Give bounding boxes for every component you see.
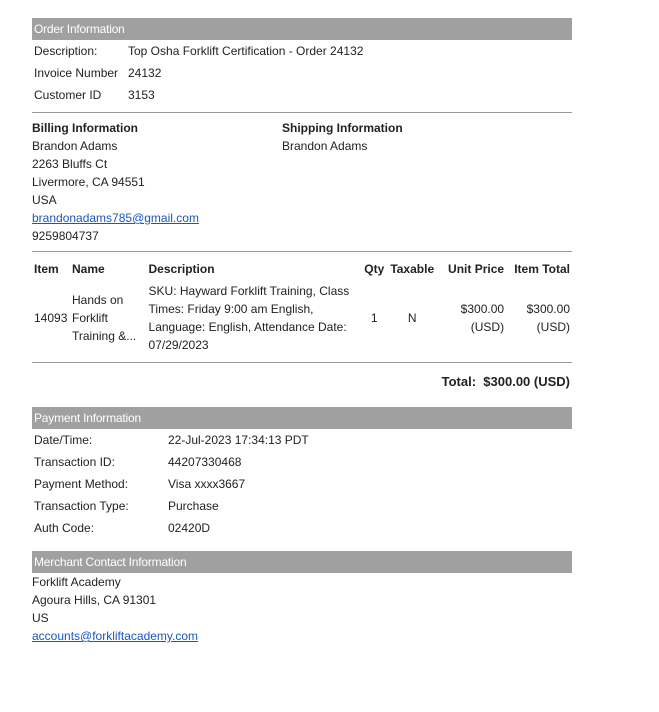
datetime-value: 22-Jul-2023 17:34:13 PDT bbox=[168, 433, 309, 447]
items-table bbox=[32, 258, 572, 356]
item-taxable: N bbox=[407, 311, 417, 325]
merchant-email-link[interactable]: accounts@forkliftacademy.com bbox=[32, 629, 199, 643]
payment-method-row bbox=[32, 473, 572, 495]
payment-datetime-row bbox=[32, 429, 572, 451]
billing-information bbox=[32, 119, 282, 245]
col-taxable: Taxable bbox=[390, 262, 435, 276]
billing-email-link[interactable]: brandonadams785@gmail.com bbox=[32, 211, 199, 225]
datetime-label: Date/Time: bbox=[34, 433, 93, 447]
order-description-label: Description: bbox=[34, 44, 98, 58]
divider bbox=[32, 251, 572, 252]
billing-header: Billing Information bbox=[32, 121, 138, 135]
billing-name: Brandon Adams bbox=[32, 139, 118, 153]
item-qty: 1 bbox=[370, 311, 378, 325]
item-number: 14093 bbox=[34, 311, 68, 325]
billing-city: Livermore, CA 94551 bbox=[32, 175, 145, 189]
total-label: Total: bbox=[441, 374, 477, 389]
shipping-name: Brandon Adams bbox=[282, 139, 368, 153]
item-unit-price: $300.00 (USD) bbox=[460, 302, 505, 334]
col-unit-price: Unit Price bbox=[448, 262, 505, 276]
invoice-number-label: Invoice Number bbox=[34, 66, 119, 80]
col-description: Description bbox=[148, 262, 215, 276]
invoice-number-value: 24132 bbox=[128, 66, 162, 80]
item-total: $300.00 (USD) bbox=[526, 302, 570, 334]
order-total bbox=[32, 363, 572, 401]
address-section bbox=[32, 113, 572, 245]
transaction-id-label: Transaction ID: bbox=[34, 455, 115, 469]
payment-method-label: Payment Method: bbox=[34, 477, 129, 491]
total-value: $300.00 (USD) bbox=[483, 374, 570, 389]
merchant-contact-information bbox=[32, 573, 572, 645]
order-information-header: Order Information bbox=[32, 18, 572, 40]
payment-method-value: Visa xxxx3667 bbox=[168, 477, 246, 491]
transaction-type-label: Transaction Type: bbox=[34, 499, 129, 513]
payment-information-header: Payment Information bbox=[32, 407, 572, 429]
col-qty: Qty bbox=[364, 262, 385, 276]
merchant-city: Agoura Hills, CA 91301 bbox=[32, 593, 157, 607]
merchant-contact-header: Merchant Contact Information bbox=[32, 551, 572, 573]
customer-id-value: 3153 bbox=[128, 88, 155, 102]
auth-code-value: 02420D bbox=[168, 521, 211, 535]
merchant-country: US bbox=[32, 611, 49, 625]
order-description-value: Top Osha Forklift Certification - Order 24132 bbox=[128, 44, 364, 58]
col-item-total: Item Total bbox=[514, 262, 570, 276]
shipping-header: Shipping Information bbox=[282, 121, 403, 135]
customer-id-label: Customer ID bbox=[34, 88, 102, 102]
billing-street: 2263 Bluffs Ct bbox=[32, 157, 108, 171]
auth-code-row bbox=[32, 517, 572, 539]
col-name: Name bbox=[71, 262, 105, 276]
col-item: Item bbox=[34, 262, 59, 276]
billing-country: USA bbox=[32, 193, 57, 207]
items-header-row bbox=[32, 258, 572, 280]
merchant-name: Forklift Academy bbox=[32, 575, 121, 589]
transaction-type-row bbox=[32, 495, 572, 517]
item-description: SKU: Hayward Forklift Training, Class Times: Friday 9:00 am English, Language: English, Attendance Date: 07/29/2023 bbox=[148, 284, 350, 352]
invoice-number-row bbox=[32, 62, 572, 84]
auth-code-label: Auth Code: bbox=[34, 521, 95, 535]
transaction-id-row bbox=[32, 451, 572, 473]
billing-phone: 9259804737 bbox=[32, 229, 99, 243]
transaction-id-value: 44207330468 bbox=[168, 455, 242, 469]
item-name: Hands on Forklift Training &... bbox=[71, 293, 137, 343]
transaction-type-value: Purchase bbox=[168, 499, 219, 513]
shipping-information bbox=[282, 119, 532, 245]
customer-id-row bbox=[32, 84, 572, 106]
receipt bbox=[32, 18, 572, 645]
table-row bbox=[32, 280, 572, 356]
order-description-row bbox=[32, 40, 572, 62]
